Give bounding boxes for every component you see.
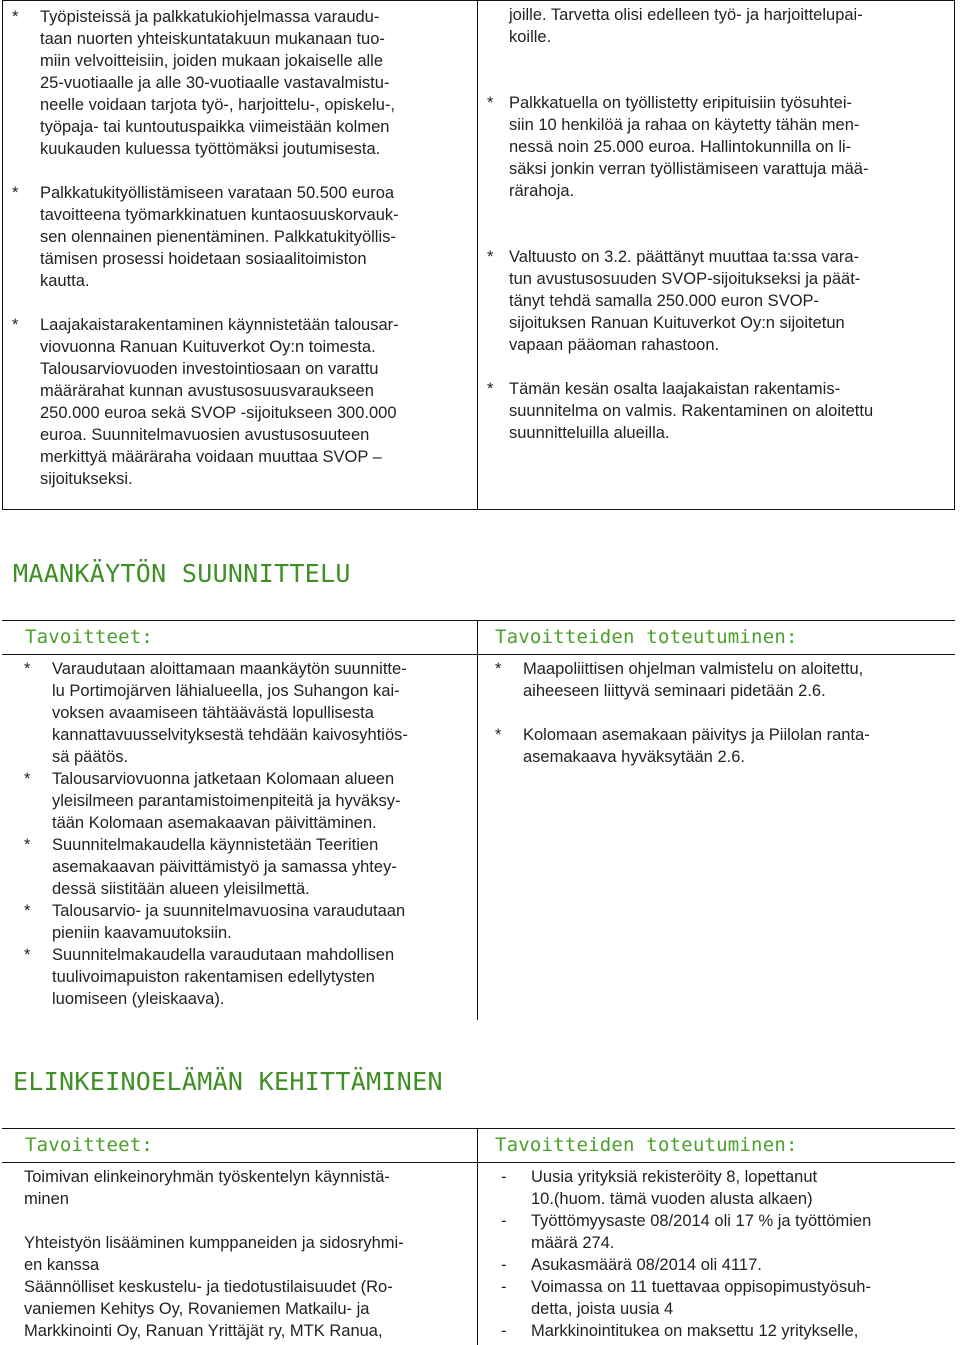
- line: voksen avaamiseen tähtäävästä lopullisesta: [52, 704, 374, 722]
- line: Markkinointitukea on maksettu 12 yritykselle,: [531, 1322, 859, 1340]
- section2-progress-list: [495, 1166, 950, 1342]
- line: Maapoliittisen ohjelman valmistelu on aloitettu,: [523, 660, 864, 678]
- line: Suunnitelmakaudella varaudutaan mahdollisen: [52, 946, 395, 964]
- line: yleisilmeen parantamistoimenpiteitä ja hyväksy-: [52, 792, 401, 810]
- line: pieniin kaavamuutoksiin.: [52, 924, 232, 942]
- line: kannattavuusselvityksestä tehdään kaivosyhtiös-: [52, 726, 408, 744]
- line: detta, joista uusia 4: [531, 1300, 674, 1318]
- section2-goals-header: Tavoitteet:: [25, 1134, 154, 1156]
- line: euroa. Suunnitelmavuosien avustusosuuteen: [40, 426, 370, 444]
- line: taan nuorten yhteiskuntatakuun mukanaan tuo-: [40, 30, 385, 48]
- section1-progress-header: Tavoitteiden toteutuminen:: [495, 626, 798, 648]
- section1-goal-3: * Suunnitelmakaudella käynnistetään Teeritien asemakaavan päivittämistyö ja samassa yhtey- dessä siistitään alueen yleisilmettä.: [24, 834, 474, 900]
- line: määrärahat kunnan avustusosuusvaraukseen: [40, 382, 374, 400]
- line: luomiseen (yleiskaava).: [52, 990, 225, 1008]
- line: Talousarvio- ja suunnitelmavuosina varaudutaan: [52, 902, 406, 920]
- line: miin velvoitteisiin, joiden mukaan jokaiselle alle: [40, 52, 384, 70]
- top-left-item-1: * Työpisteissä ja palkkatukiohjelmassa varaudu- taan nuorten yhteiskuntatakuun mukanaan tuo- miin velvoitteisiin, joiden mukaan jokaiselle alle 25-vuotiaalle ja alle 30-vuotiaalle vastavalmistu- neelle voidaan tarjota työ-, harjoittelu-, opiskelu-, työpaja- tai kuntoutuspaikka viimeistään kolmen kuukauden kuluessa työttömäksi joutumisesta.: [12, 6, 472, 160]
- top-right-column: [481, 4, 951, 444]
- line: suunnitelma on valmis. Rakentaminen on aloitettu: [509, 402, 874, 420]
- line: merkittyä määräraha voidaan muuttaa SVOP –: [40, 448, 382, 466]
- line: viovuonna Ranuan Kuituverkot Oy:n toimesta.: [40, 338, 376, 356]
- section2-divider: [477, 1128, 478, 1345]
- line: Voimassa on 11 tuettavaa oppisopimustyösuh-: [531, 1278, 871, 1296]
- section-title-business-development: ELINKEINOELÄMÄN KEHITTÄMINEN: [13, 1067, 443, 1096]
- section2-progress-4: - Voimassa on 11 tuettavaa oppisopimustyösuh- detta, joista uusia 4: [495, 1276, 950, 1320]
- line: en kanssa: [24, 1256, 100, 1274]
- line: Laajakaistarakentaminen käynnistetään talousar-: [40, 316, 399, 334]
- line: sen olennainen pienentäminen. Palkkatukityöllis-: [40, 228, 396, 246]
- top-table-divider: [477, 0, 478, 510]
- line: vapaan pääoman rahastoon.: [509, 336, 720, 354]
- line: Palkkatukityöllistämiseen varataan 50.500 euroa: [40, 184, 395, 202]
- line: kuukauden kuluessa työttömäksi joutumisesta.: [40, 140, 381, 158]
- line: neelle voidaan tarjota työ-, harjoittelu-, opiskelu-,: [40, 96, 395, 114]
- line: sä päätös.: [52, 748, 129, 766]
- line: Palkkatuella on työllistetty eripituisiin työsuhtei-: [509, 94, 852, 112]
- line: tuulivoimapuiston rakentamisen edellytysten: [52, 968, 375, 986]
- line: vaniemen Kehitys Oy, Rovaniemen Matkailu- ja: [24, 1300, 370, 1318]
- top-right-continuation: [481, 4, 951, 48]
- line: joille. Tarvetta olisi edelleen työ- ja harjoittelupai-: [509, 6, 863, 24]
- top-left-column: [12, 6, 472, 490]
- section1-header-bottom-rule: [2, 654, 955, 655]
- line: asemakaava hyväksytään 2.6.: [523, 748, 745, 766]
- section1-progress-1: * Maapoliittisen ohjelman valmistelu on aloitettu, aiheeseen liittyvä seminaari pidetään 2.6.: [495, 658, 950, 702]
- top-right-item-1: * Palkkatuella on työllistetty eripituisiin työsuhtei- siin 10 henkilöä ja rahaa on käytetty tähän men- nessä noin 25.000 euroa. Hallintokunnilla on li- säksi jonkin verran työllistämiseen varattuja mää- rärahoja.: [481, 92, 951, 202]
- line: sijoituksen Ranuan Kuituverkot Oy:n sijoitetun: [509, 314, 845, 332]
- line: Talousarviovuoden investointiosaan on varattu: [40, 360, 379, 378]
- top-right-item-3: * Tämän kesän osalta laajakaistan rakentamis- suunnitelma on valmis. Rakentaminen on aloitettu suunnitteluilla alueilla.: [481, 378, 951, 444]
- line: 250.000 euroa sekä SVOP -sijoitukseen 300.000: [40, 404, 397, 422]
- section1-goals-header: Tavoitteet:: [25, 626, 154, 648]
- line: Yhteistyön lisääminen kumppaneiden ja sidosryhmi-: [24, 1234, 404, 1252]
- section2-goal-2: [24, 1232, 476, 1276]
- section1-divider: [477, 620, 478, 1020]
- line: nessä noin 25.000 euroa. Hallintokunnilla on li-: [509, 138, 852, 156]
- line: tavoitteena työmarkkinatuen kuntaosuuskorvauk-: [40, 206, 399, 224]
- section1-goal-1: * Varaudutaan aloittamaan maankäytön suunnitte- lu Portimojärven lähialueella, jos Suhangon kai- voksen avaamiseen tähtäävästä lopullisesta kannattavuusselvityksestä tehdään kaivosyhtiös- sä päätös.: [24, 658, 474, 768]
- line: Työttömyysaste 08/2014 oli 17 % ja työttömien: [531, 1212, 872, 1230]
- line: Talousarviovuonna jatketaan Kolomaan alueen: [52, 770, 395, 788]
- section1-goal-2: * Talousarviovuonna jatketaan Kolomaan alueen yleisilmeen parantamistoimenpiteitä ja hyväksy- tään Kolomaan asemakaavan päivittäminen.: [24, 768, 474, 834]
- line: Uusia yrityksiä rekisteröity 8, lopettanut: [531, 1168, 818, 1186]
- section1-progress-2: * Kolomaan asemakaan päivitys ja Piilolan ranta- asemakaava hyväksytään 2.6.: [495, 724, 950, 768]
- line: aiheeseen liittyvä seminaari pidetään 2.6.: [523, 682, 826, 700]
- line: Asukasmäärä 08/2014 oli 4117.: [531, 1256, 762, 1274]
- line: dessä siistitään alueen yleisilmettä.: [52, 880, 310, 898]
- section2-header-top-rule: [2, 1128, 955, 1129]
- line: suunnitteluilla alueilla.: [509, 424, 670, 442]
- section1-progress-list: [495, 658, 950, 768]
- line: lu Portimojärven lähialueella, jos Suhangon kai-: [52, 682, 400, 700]
- line: minen: [24, 1190, 69, 1208]
- line: Kolomaan asemakaan päivitys ja Piilolan ranta-: [523, 726, 870, 744]
- section2-progress-header: Tavoitteiden toteutuminen:: [495, 1134, 798, 1156]
- section-title-land-use: MAANKÄYTÖN SUUNNITTELU: [13, 559, 351, 588]
- section2-progress-2: - Työttömyysaste 08/2014 oli 17 % ja työttömien määrä 274.: [495, 1210, 950, 1254]
- section2-progress-3: - Asukasmäärä 08/2014 oli 4117.: [495, 1254, 950, 1276]
- line: sijoitukseksi.: [40, 470, 133, 488]
- top-right-item-2: * Valtuusto on 3.2. päättänyt muuttaa ta:ssa vara- tun avustusosuuden SVOP-sijoitukseksi ja päät- tänyt tehdä samalla 250.000 euron SVOP- sijoituksen Ranuan Kuituverkot Oy:n sijoitetun vapaan pääoman rahastoon.: [481, 246, 951, 356]
- line: Toimivan elinkeinoryhmän työskentelyn käynnistä-: [24, 1168, 390, 1186]
- line: Suunnitelmakaudella käynnistetään Teeritien: [52, 836, 379, 854]
- line: Markkinointi Oy, Ranuan Yrittäjät ry, MTK Ranua,: [24, 1322, 383, 1340]
- top-left-item-2: * Palkkatukityöllistämiseen varataan 50.500 euroa tavoitteena työmarkkinatuen kuntaosuuskorvauk- sen olennainen pienentäminen. Palkkatukityöllis- tämisen prosessi hoidetaan sosiaalitoimiston kautta.: [12, 182, 472, 292]
- line: 25-vuotiaalle ja alle 30-vuotiaalle vastavalmistu-: [40, 74, 390, 92]
- line: Valtuusto on 3.2. päättänyt muuttaa ta:ssa vara-: [509, 248, 860, 266]
- section2-header-bottom-rule: [2, 1162, 955, 1163]
- section2-progress-5: - Markkinointitukea on maksettu 12 yritykselle,: [495, 1320, 950, 1342]
- section1-goal-5: * Suunnitelmakaudella varaudutaan mahdollisen tuulivoimapuiston rakentamisen edellytysten luomiseen (yleiskaava).: [24, 944, 474, 1010]
- line: tään Kolomaan asemakaavan päivittäminen.: [52, 814, 377, 832]
- line: asemakaavan päivittämistyö ja samassa yhtey-: [52, 858, 397, 876]
- section1-goals-list: [24, 658, 474, 1010]
- line: koille.: [509, 28, 552, 46]
- section2-goals-list: [24, 1166, 476, 1342]
- section2-goal-1: [24, 1166, 476, 1210]
- line: kautta.: [40, 272, 90, 290]
- section2-progress-1: - Uusia yrityksiä rekisteröity 8, lopettanut 10.(huom. tämä vuoden alusta alkaen): [495, 1166, 950, 1210]
- line: säksi jonkin verran työllistämiseen varattuja mää-: [509, 160, 869, 178]
- line: 10.(huom. tämä vuoden alusta alkaen): [531, 1190, 813, 1208]
- line: rärahoja.: [509, 182, 575, 200]
- line: Työpisteissä ja palkkatukiohjelmassa varaudu-: [40, 8, 380, 26]
- line: tun avustusosuuden SVOP-sijoitukseksi ja päät-: [509, 270, 861, 288]
- section2-goal-3: [24, 1276, 476, 1342]
- top-left-item-3: * Laajakaistarakentaminen käynnistetään talousar- viovuonna Ranuan Kuituverkot Oy:n toimesta. Talousarviovuoden investointiosaan on varattu määrärahat kunnan avustusosuusvaraukseen 250.000 euroa sekä SVOP -sijoitukseen 300.000 euroa. Suunnitelmavuosien avustusosuuteen merkittyä määräraha voidaan muuttaa SVOP – sijoitukseksi.: [12, 314, 472, 490]
- line: määrä 274.: [531, 1234, 615, 1252]
- line: Säännölliset keskustelu- ja tiedotustilaisuudet (Ro-: [24, 1278, 393, 1296]
- line: Varaudutaan aloittamaan maankäytön suunnitte-: [52, 660, 407, 678]
- line: tämisen prosessi hoidetaan sosiaalitoimiston: [40, 250, 367, 268]
- section1-header-top-rule: [2, 620, 955, 621]
- line: Tämän kesän osalta laajakaistan rakentamis-: [509, 380, 841, 398]
- line: tänyt tehdä samalla 250.000 euron SVOP-: [509, 292, 820, 310]
- line: työpaja- tai kuntoutuspaikka viimeistään kolmen: [40, 118, 390, 136]
- section1-goal-4: * Talousarvio- ja suunnitelmavuosina varaudutaan pieniin kaavamuutoksiin.: [24, 900, 474, 944]
- line: siin 10 henkilöä ja rahaa on käytetty tähän men-: [509, 116, 860, 134]
